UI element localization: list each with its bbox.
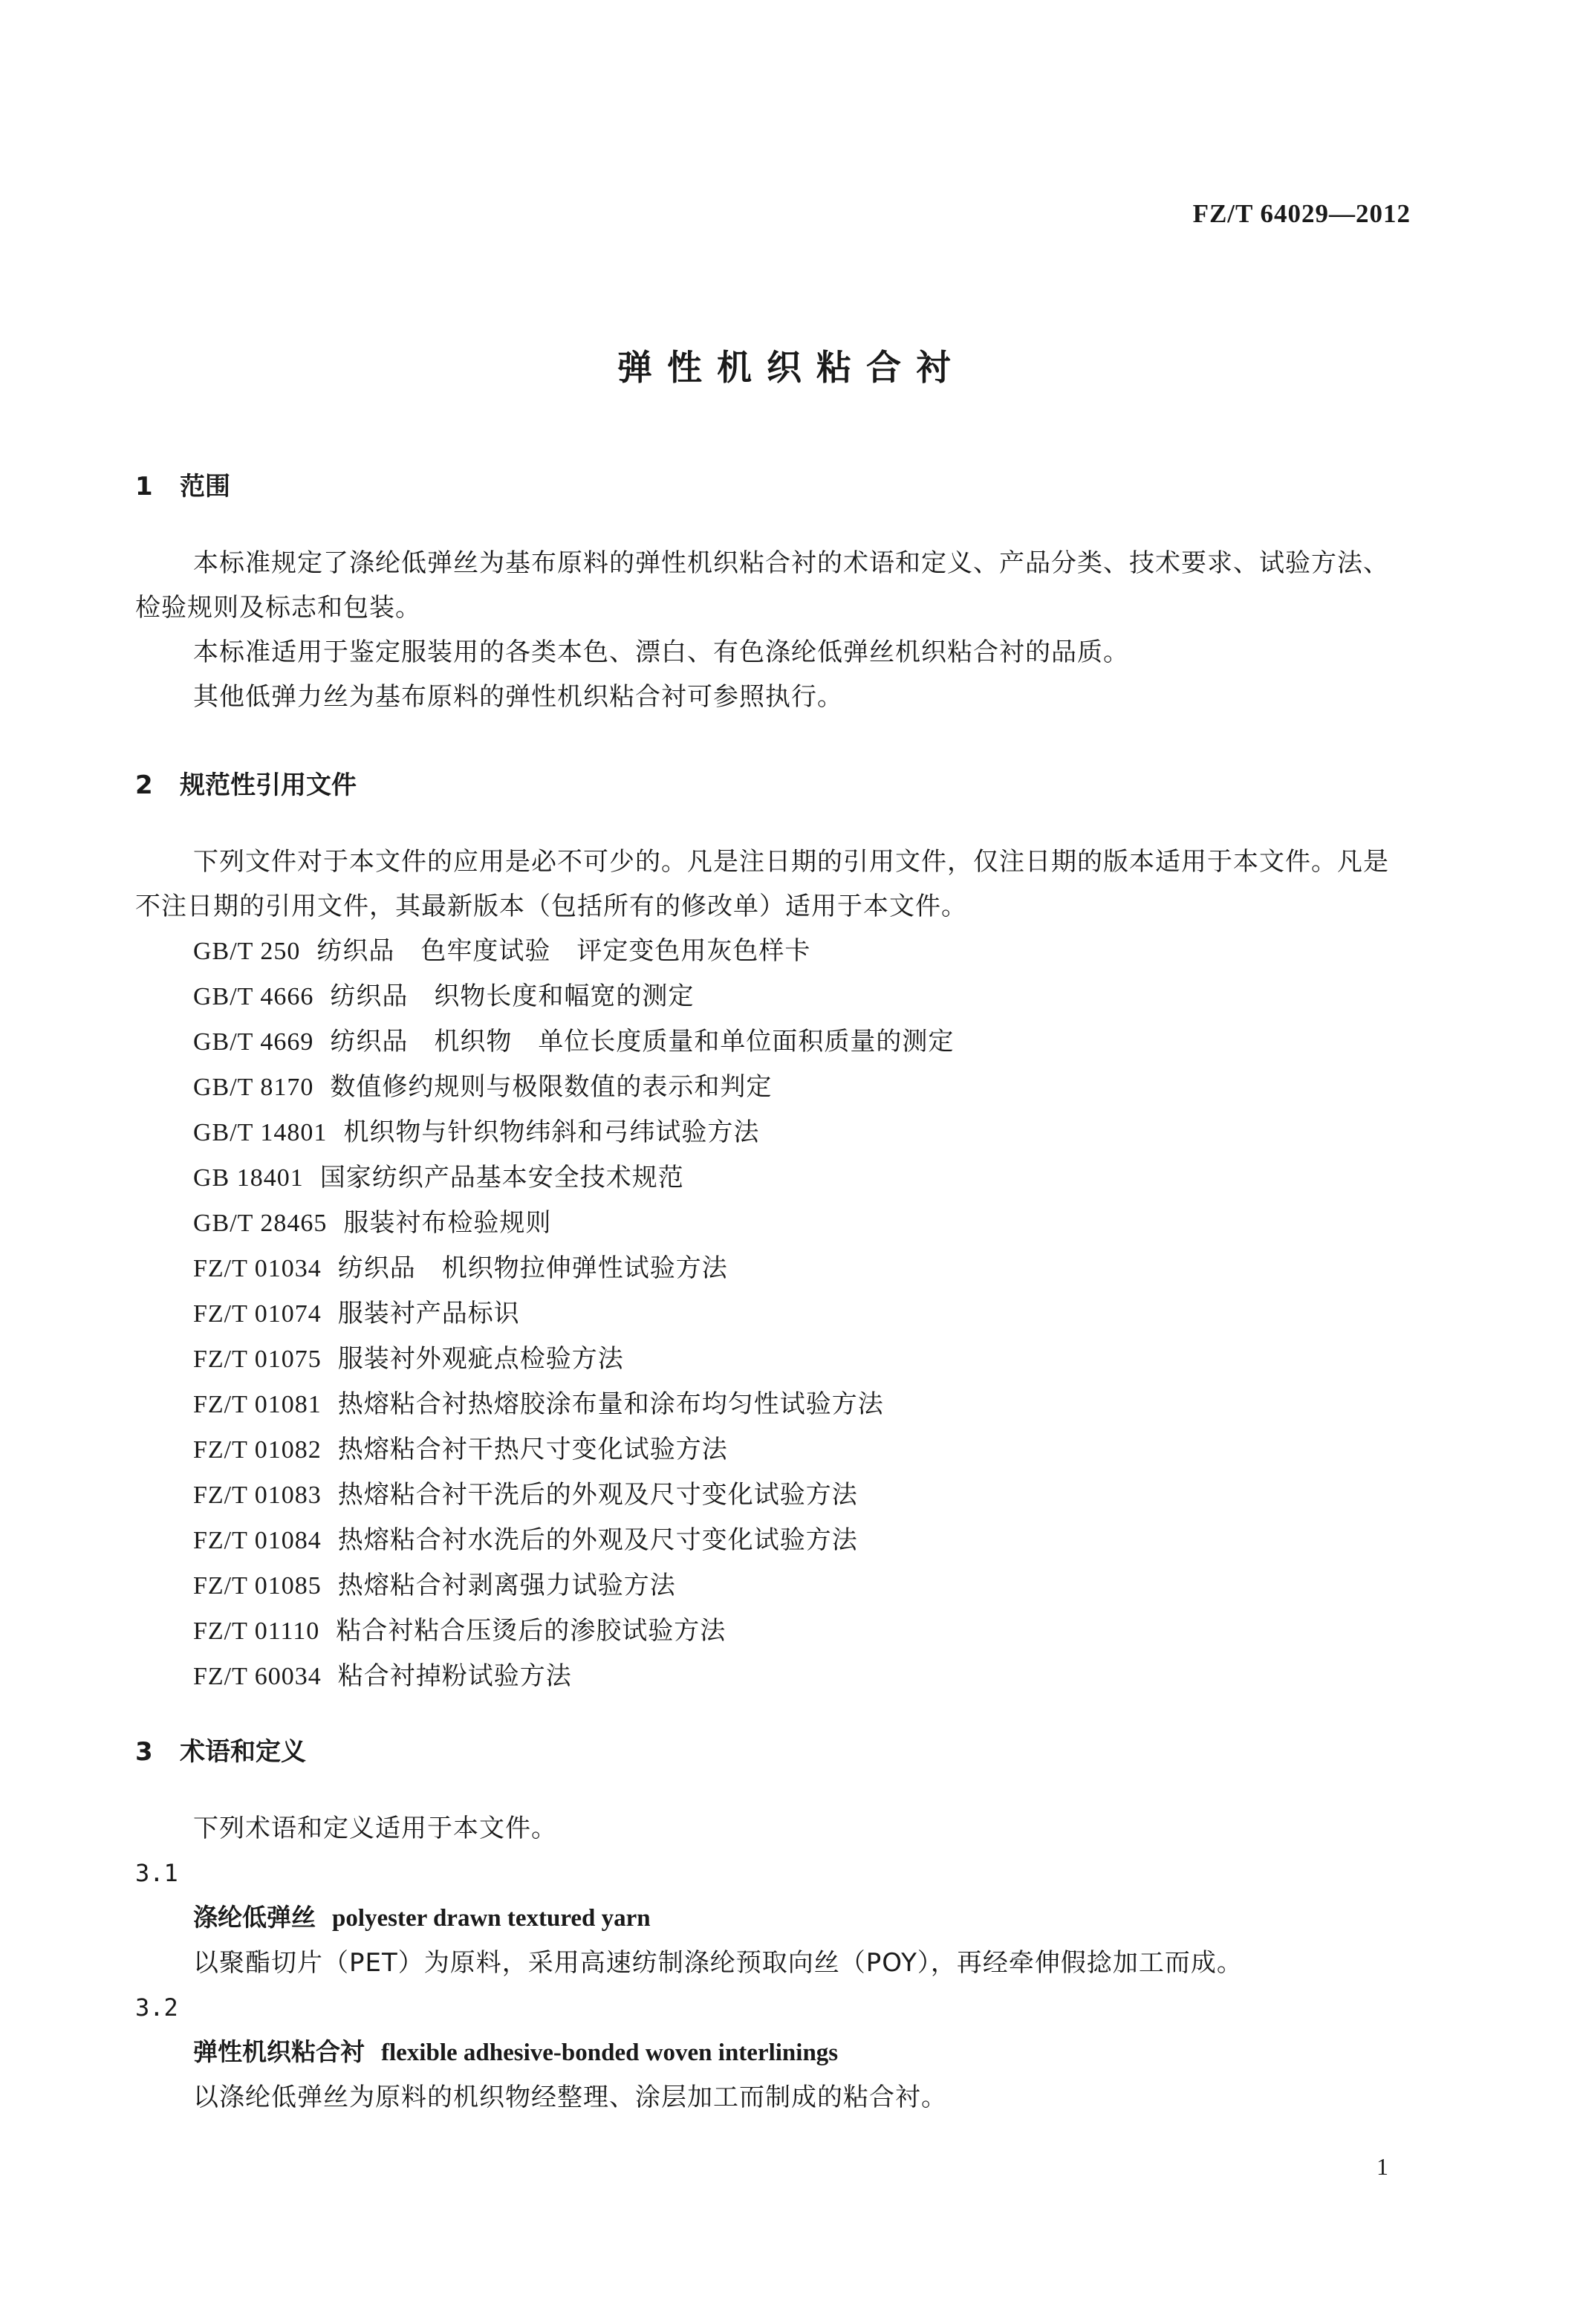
reference-title: 热熔粘合衬水洗后的外观及尺寸变化试验方法 bbox=[337, 1525, 858, 1555]
document-body bbox=[135, 468, 1413, 2120]
reference-code: FZ/T 01034 bbox=[193, 1255, 322, 1282]
reference-code: FZ/T 01085 bbox=[193, 1572, 322, 1600]
section-number: 2 bbox=[135, 770, 153, 800]
document-title: 弹性机织粘合衬 bbox=[617, 348, 966, 389]
section-title: 规范性引用文件 bbox=[180, 770, 357, 800]
reference-title: 热熔粘合衬干洗后的外观及尺寸变化试验方法 bbox=[337, 1480, 858, 1510]
reference-item bbox=[135, 1563, 1413, 1609]
term-number: 3.1 bbox=[135, 1859, 178, 1887]
reference-item bbox=[135, 1609, 1413, 1654]
section-heading-scope bbox=[135, 468, 1413, 505]
reference-item bbox=[135, 1382, 1413, 1427]
reference-title: 机织物与针织物纬斜和弓纬试验方法 bbox=[343, 1117, 760, 1147]
reference-title: 数值修约规则与极限数值的表示和判定 bbox=[330, 1072, 773, 1102]
reference-code: FZ/T 01075 bbox=[193, 1346, 322, 1373]
reference-item bbox=[135, 1427, 1413, 1473]
reference-title: 服装衬外观疵点检验方法 bbox=[337, 1344, 624, 1374]
reference-list bbox=[135, 929, 1413, 1699]
reference-code: FZ/T 01110 bbox=[193, 1617, 320, 1645]
reference-item bbox=[135, 974, 1413, 1019]
reference-item bbox=[135, 1473, 1413, 1518]
section-number: 1 bbox=[135, 472, 153, 502]
reference-item bbox=[135, 1155, 1413, 1201]
reference-title: 热熔粘合衬热熔胶涂布量和涂布均匀性试验方法 bbox=[337, 1389, 884, 1419]
reference-code: FZ/T 01081 bbox=[193, 1391, 322, 1418]
section-title: 范围 bbox=[180, 472, 230, 502]
reference-title: 服装衬布检验规则 bbox=[343, 1208, 552, 1238]
term-name-en: flexible adhesive-bonded woven interlinings bbox=[381, 2039, 839, 2066]
scope-paragraph: 其他低弹力丝为基布原料的弹性机织粘合衬可参照执行。 bbox=[193, 682, 843, 712]
section-number: 3 bbox=[135, 1737, 153, 1767]
reference-title: 纺织品 色牢度试验 评定变色用灰色样卡 bbox=[316, 936, 811, 966]
term-name bbox=[135, 2030, 1413, 2075]
reference-code: GB/T 8170 bbox=[193, 1074, 314, 1101]
term-name-cn: 弹性机织粘合衬 bbox=[193, 2037, 365, 2066]
reference-code: FZ/T 01082 bbox=[193, 1436, 322, 1464]
term-name-cn: 涤纶低弹丝 bbox=[193, 1903, 316, 1932]
term-number: 3.2 bbox=[135, 1993, 178, 2022]
section-heading-normative bbox=[135, 767, 1413, 804]
term-name bbox=[135, 1895, 1413, 1941]
reference-code: GB/T 4669 bbox=[193, 1028, 314, 1056]
normative-intro: 下列文件对于本文件的应用是必不可少的。凡是注日期的引用文件，仅注日期的版本适用于本文件。凡是不注日期的引用文件，其最新版本（包括所有的修改单）适用于本文件。 bbox=[135, 847, 1389, 921]
scope-paragraph: 本标准适用于鉴定服装用的各类本色、漂白、有色涤纶低弹丝机织粘合衬的品质。 bbox=[193, 637, 1129, 667]
reference-title: 粘合衬掉粉试验方法 bbox=[337, 1661, 572, 1691]
reference-item bbox=[135, 1110, 1413, 1155]
reference-item bbox=[135, 929, 1413, 974]
page-number: 1 bbox=[1376, 2153, 1388, 2180]
reference-title: 服装衬产品标识 bbox=[337, 1299, 520, 1328]
reference-title: 热熔粘合衬干热尺寸变化试验方法 bbox=[337, 1435, 728, 1464]
reference-title: 热熔粘合衬剥离强力试验方法 bbox=[337, 1571, 676, 1600]
reference-item bbox=[135, 1654, 1413, 1699]
reference-item bbox=[135, 1518, 1413, 1563]
reference-code: GB 18401 bbox=[193, 1164, 304, 1192]
reference-item bbox=[135, 1065, 1413, 1110]
reference-item bbox=[135, 1019, 1413, 1065]
standard-code: FZ/T 64029—2012 bbox=[1192, 199, 1411, 228]
reference-item bbox=[135, 1246, 1413, 1291]
reference-code: GB/T 14801 bbox=[193, 1119, 328, 1146]
reference-title: 粘合衬粘合压烫后的渗胶试验方法 bbox=[336, 1616, 727, 1646]
term-definition: 以聚酯切片（PET）为原料，采用高速纺制涤纶预取向丝（POY），再经牵伸假捻加工而成。 bbox=[193, 1948, 1243, 1978]
reference-item bbox=[135, 1337, 1413, 1382]
reference-code: FZ/T 01074 bbox=[193, 1300, 322, 1328]
section-heading-terms bbox=[135, 1733, 1413, 1770]
terms-intro: 下列术语和定义适用于本文件。 bbox=[193, 1814, 557, 1843]
reference-code: FZ/T 60034 bbox=[193, 1663, 322, 1690]
reference-item bbox=[135, 1291, 1413, 1337]
reference-code: GB/T 250 bbox=[193, 938, 301, 965]
reference-code: FZ/T 01083 bbox=[193, 1481, 322, 1509]
reference-title: 国家纺织产品基本安全技术规范 bbox=[319, 1163, 684, 1192]
reference-title: 纺织品 机织物拉伸弹性试验方法 bbox=[337, 1253, 728, 1283]
reference-code: FZ/T 01084 bbox=[193, 1527, 322, 1554]
reference-title: 纺织品 织物长度和幅宽的测定 bbox=[330, 981, 695, 1011]
reference-code: GB/T 4666 bbox=[193, 983, 314, 1010]
term-definition: 以涤纶低弹丝为原料的机织物经整理、涂层加工而制成的粘合衬。 bbox=[193, 2083, 947, 2112]
scope-paragraph: 本标准规定了涤纶低弹丝为基布原料的弹性机织粘合衬的术语和定义、产品分类、技术要求、试验方法、检验规则及标志和包装。 bbox=[135, 548, 1389, 623]
section-title: 术语和定义 bbox=[180, 1737, 306, 1767]
term-name-en: polyester drawn textured yarn bbox=[332, 1905, 651, 1932]
reference-item bbox=[135, 1201, 1413, 1246]
reference-code: GB/T 28465 bbox=[193, 1210, 328, 1237]
reference-title: 纺织品 机织物 单位长度质量和单位面积质量的测定 bbox=[330, 1027, 955, 1056]
